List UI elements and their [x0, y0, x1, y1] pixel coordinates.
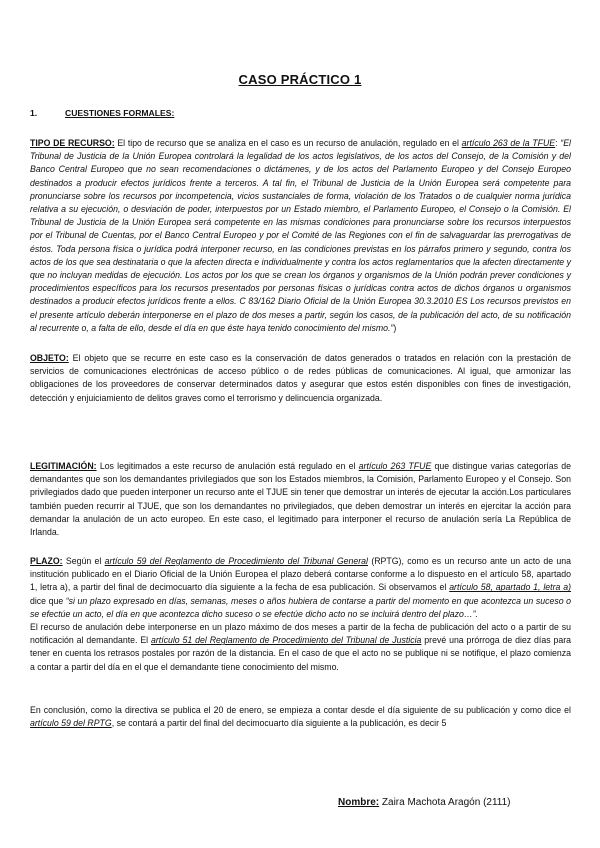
section-number: 1. — [30, 108, 38, 118]
plazo-text: Según el — [62, 556, 105, 566]
tipo-text: El tipo de recurso que se analiza en el caso es un recurso de anulación, regulado en el — [114, 138, 462, 148]
page-title: CASO PRÁCTICO 1 — [238, 72, 362, 87]
signature-name: Zaira Machota Aragón (2111) — [379, 797, 511, 808]
objeto-text: El objeto que se recurre en este caso es la conservación de datos generados o tratados en relación con la prestación de servicios de comunicaciones electrónicas de acceso público o de redes públicas de comunicaciones. Al igual, que armonizar las obligaciones de los proveedores de conservar determinados datos y asegurar que estos estén disponibles con fines de investigación, detección y enjuiciamiento de delitos graves como el terrorismo y delincuencia organizada. — [30, 353, 571, 403]
section-label: CUESTIONES FORMALES: — [65, 108, 175, 118]
recurso-text: El recurso de anulación debe interponerse en un plazo máximo de dos meses a partir de la fecha de publicación del acto o a partir de su notificación al demandante. El — [30, 622, 571, 646]
tipo-article-ref: artículo 263 de la TFUE — [461, 138, 556, 148]
plazo-text-3: dice que — [30, 595, 66, 606]
conclusion-text-2: , se contará a partir del final del decimocuarto día siguiente a la publicación, es decir 5 — [111, 718, 447, 729]
paragraph-tipo-de-recurso — [30, 137, 571, 335]
objeto-label: OBJETO: — [30, 353, 69, 363]
recurso-article-ref: artículo 51 del Reglamento de Procedimiento del Tribunal de Justicia — [150, 635, 422, 646]
paragraph-legitimacion — [30, 460, 571, 539]
plazo-label: PLAZO: — [30, 556, 63, 566]
legitimacion-label: LEGITIMACIÓN: — [30, 461, 97, 471]
conclusion-article-ref: artículo 59 del RPTG — [30, 718, 112, 729]
signature-label: Nombre: — [338, 797, 380, 808]
paragraph-objeto — [30, 352, 571, 405]
legitimacion-article-ref: artículo 263 TFUE — [358, 461, 432, 471]
section-heading — [30, 108, 174, 118]
tipo-label: TIPO DE RECURSO: — [30, 138, 115, 148]
plazo-article-ref-2: artículo 58, apartado 1, letra a) — [449, 582, 572, 593]
tipo-quote: “El Tribunal de Justicia de la Unión Europea controlará la legalidad de los actos legislativos, de los actos del Consejo, de la Comisión y del Banco Central Europeo que no sean recomendaciones o dictámenes, y de los actos del Parlamento Europeo y del Consejo Europeo destinados a producir efectos jurídicos frente a terceros. A tal fin, el Tribunal de Justicia de la Unión Europea será competente para pronunciarse sobre los recursos por incompetencia, vicios sustanciales de forma, violación de los Tratados o de cualquier norma jurídica relativa a su ejecución, o desviación de poder, interpuestos por un Estado miembro, el Parlamento Europeo, el Consejo o la Comisión. El Tribunal de Justicia de la Unión Europea será competente en las mismas condiciones para pronunciarse sobre los recursos interpuestos por el Tribunal de Cuentas, por el Banco Central Europeo y por el Comité de las Regiones con el fin de salvaguardar las prerrogativas de éstos. Toda persona física o jurídica podrá interponer recurso, en las condiciones previstas en los párrafos primero y segundo, contra los actos de los que sea destinataria o que la afecten directa e individualmente y contra los actos reglamentarios que la afecten directamente y que no incluyan medidas de ejecución. Los actos por los que se crean los órganos y organismos de la Unión podrán prever condiciones y procedimientos específicos para los recursos presentados por personas físicas o jurídicas contra actos de dichos órganos u organismos destinados a producir efectos jurídicos frente a ellos. C 83/162 Diario Oficial de la Unión Europea 30.3.2010 ES Los recursos previstos en el presente artículo deberán interponerse en el plazo de dos meses a partir, según los casos, de la publicación del acto, de su notificación al recurrente o, a falta de ello, desde el día en que éste haya tenido conocimiento del mismo.” — [30, 138, 571, 333]
signature — [338, 797, 511, 808]
paragraph-conclusion — [30, 704, 571, 730]
paragraph-plazo — [30, 555, 571, 621]
recurso-text-2: prevé una prórroga de diez días para tener en cuenta los retrasos postales por razón de la distancia. En el caso de que el acto no se publique ni se notifique, el plazo comienza a contar a partir del día en el que el demandante tiene conocimiento del mismo. — [30, 635, 571, 672]
legitimacion-text: Los legitimados a este recurso de anulación está regulado en el — [96, 461, 359, 471]
legitimacion-text-2: que distingue varias categorías de demandantes que son los demandantes privilegiados que son los Estados miembros, la Comisión, Parlamento Europeo y el Consejo. Son privilegiados dado que pueden interponer un recurso ante el TJUE sin tener que demostrar un interés de ejecutar la acción.Los particulares también pueden recurrir al TJUE, que son los demandantes no privilegiados, que deben demostrar un interés en ejercitar la acción para demandar la anulación de un acto europeo. En este caso, el legitimado para interponer el recurso de anulación sería La República de Irlanda. — [30, 461, 572, 538]
tipo-colon: : — [555, 138, 561, 148]
conclusion-text: En conclusión, como la directiva se publica el 20 de enero, se empieza a contar desde el día siguiente de su publicación y como dice el — [30, 705, 571, 715]
plazo-quote: “si un plazo expresado en días, semanas, meses o años hubiera de contarse a partir del momento en que acontezca un suceso o se efectúe un acto, el día en que acontezca dicho suceso o se efectúe dicho acto no se incluirá dentro del plazo…”. — [30, 595, 571, 619]
tipo-close: ) — [393, 322, 397, 333]
paragraph-recurso — [30, 621, 571, 674]
plazo-article-ref-1: artículo 59 del Reglamento de Procedimiento del Tribunal General — [104, 556, 368, 566]
plazo-text-2: (RPTG), como es un recurso ante un acto de una institución publicado en el Diario Oficial de la Unión Europea el plazo deberá contarse conforme a lo dispuesto en el artículo 58, apartado 1, letra a), a partir del final de decimocuarto día siguiente a la fecha de esa publicación. Si observamos el — [30, 556, 571, 593]
